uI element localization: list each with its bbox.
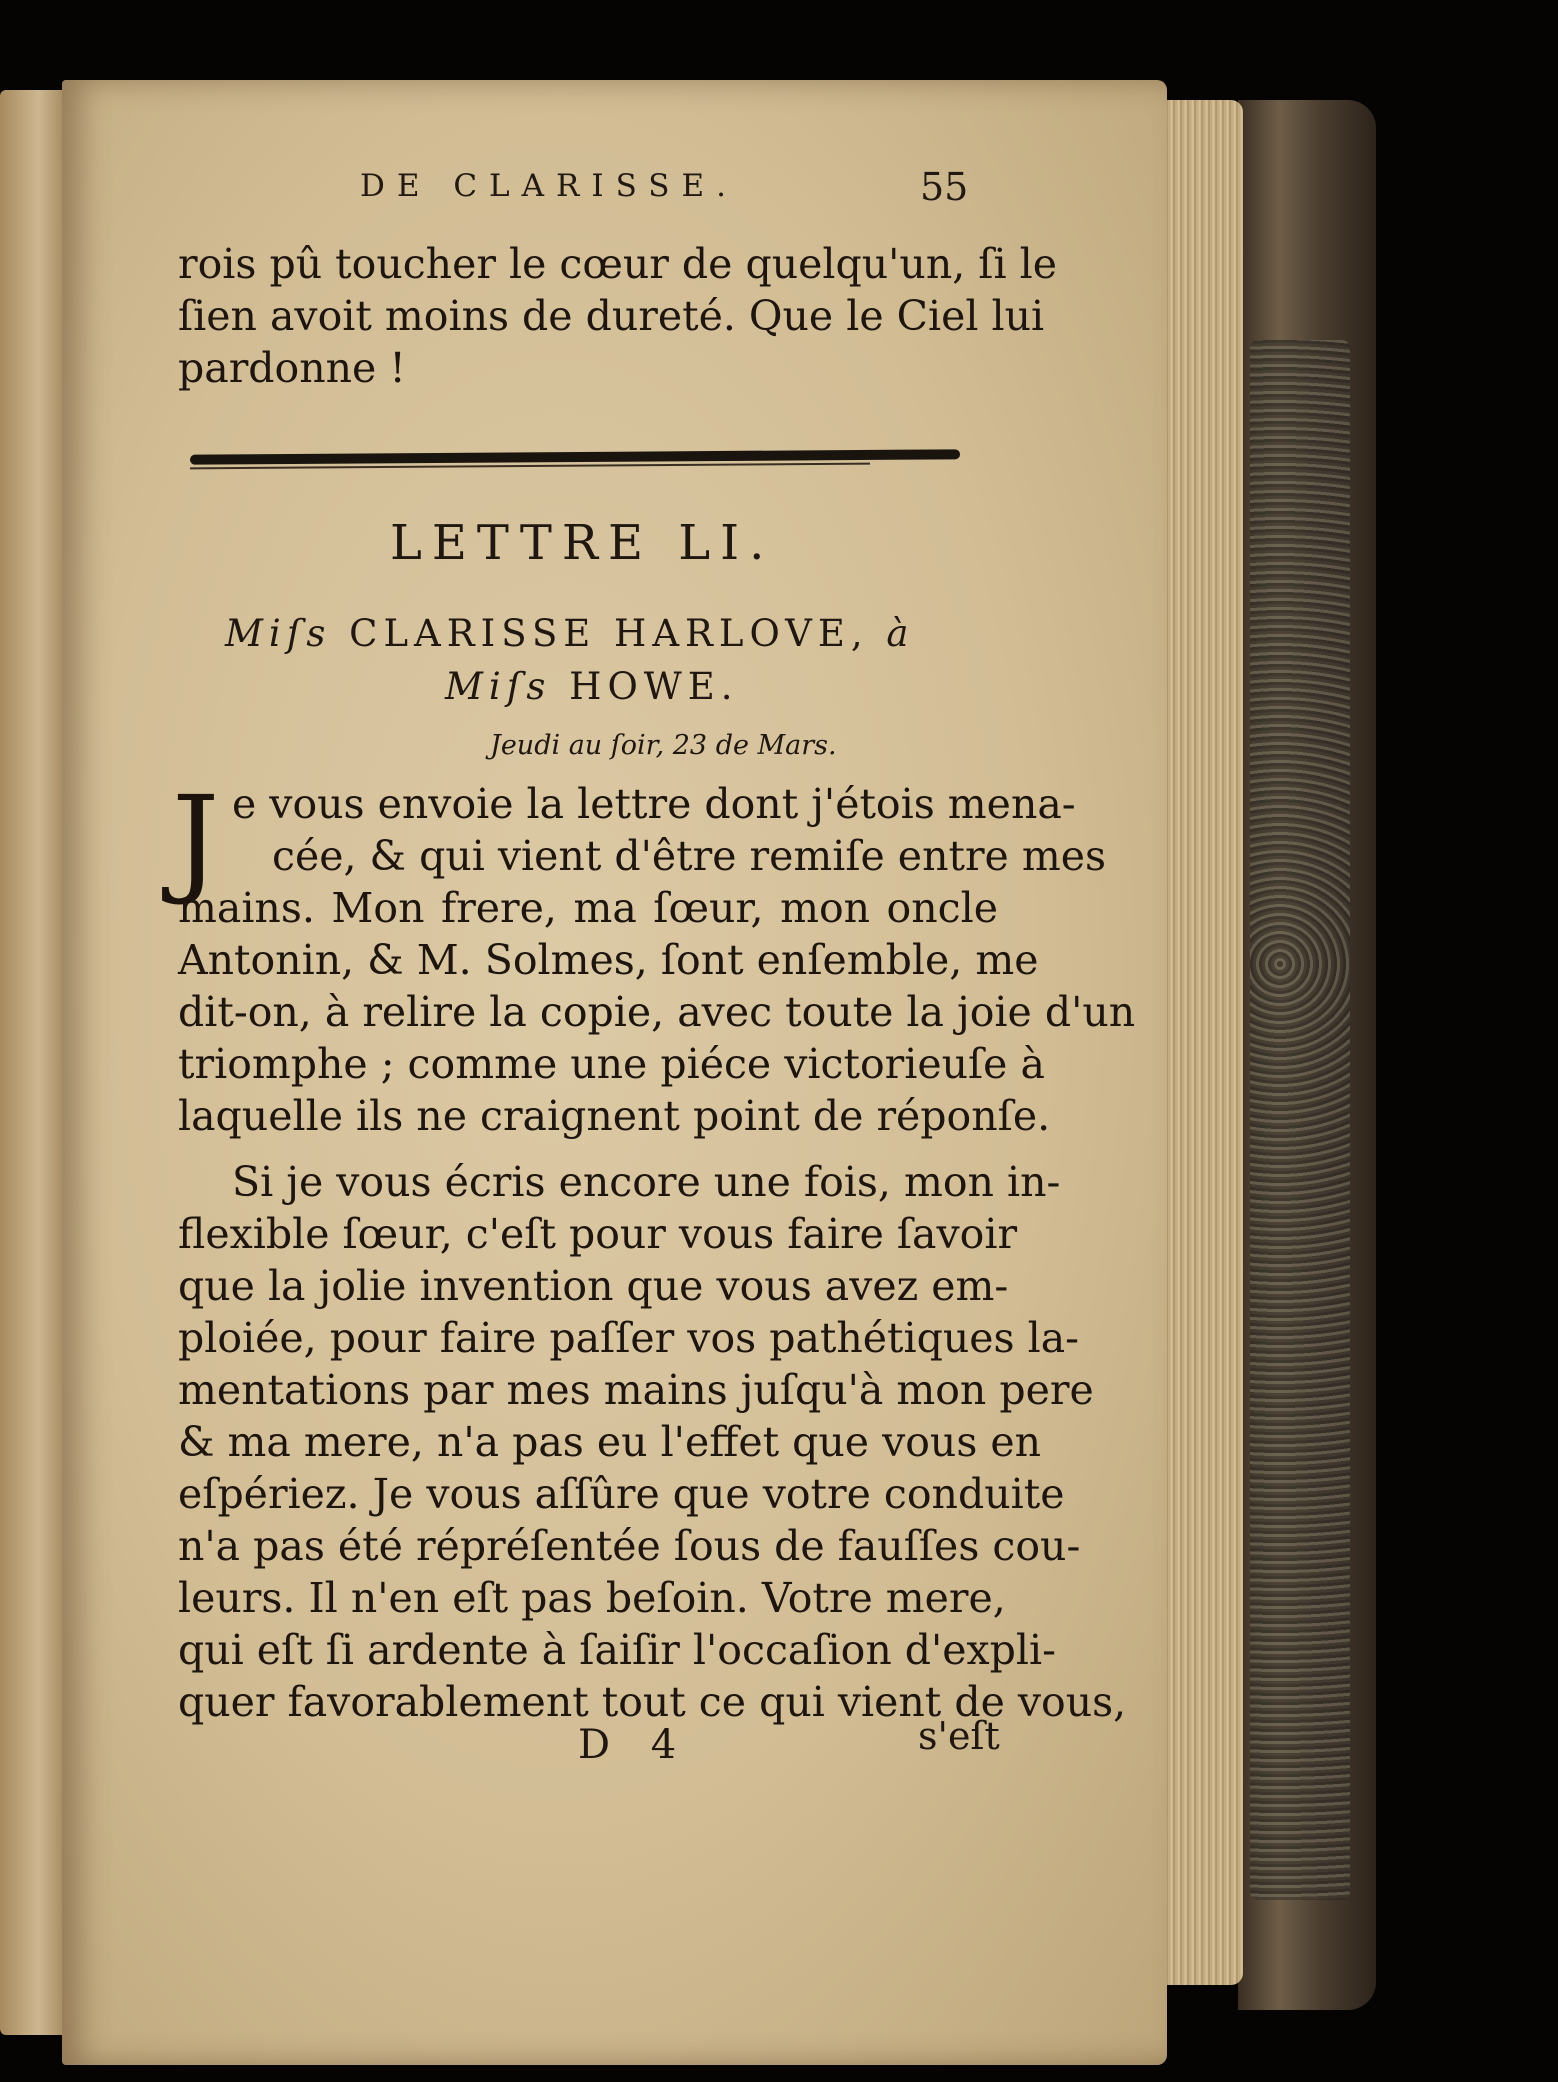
- letter-title: LETTRE LI.: [390, 515, 775, 571]
- paragraph-2-line: leurs. Il n'en eſt pas beſoin. Votre mere,: [178, 1574, 1006, 1622]
- recipient-name: HOWE.: [569, 665, 739, 708]
- paragraph-1-line: dit-on, à relire la copie, avec toute la joie d'un: [178, 988, 1136, 1036]
- paragraph-1-line: triomphe ; comme une piéce victorieuſe à: [178, 1040, 1045, 1088]
- paragraph-2-line: quer favorablement tout ce qui vient de vous,: [178, 1678, 1127, 1726]
- paragraph-2-line: que la jolie invention que vous avez em-: [178, 1262, 1009, 1310]
- body-line: ſien avoit moins de dureté. Que le Ciel lui: [178, 292, 1045, 340]
- paragraph-2-line: & ma mere, n'a pas eu l'effet que vous en: [178, 1418, 1042, 1466]
- sender-name: CLARISSE HARLOVE,: [349, 612, 869, 655]
- paragraph-2-line: flexible ſœur, c'eſt pour vous faire ſavoir: [178, 1210, 1018, 1258]
- sender-to: à: [886, 612, 915, 655]
- left-page-edge: [0, 90, 70, 2035]
- signature-mark: D 4: [578, 1722, 691, 1768]
- paragraph-1-line: mains. Mon frere, ma ſœur, mon oncle: [178, 884, 998, 932]
- running-head: DE CLARISSE.: [360, 168, 739, 204]
- paragraph-1-line: cée, & qui vient d'être remiſe entre mes: [272, 832, 1107, 880]
- paragraph-2-line: Si je vous écris encore une fois, mon in-: [232, 1158, 1061, 1206]
- paragraph-1-line: Antonin, & M. Solmes, ſont enſemble, me: [178, 936, 1039, 984]
- paragraph-2-line: eſpériez. Je vous aſſûre que votre conduite: [178, 1470, 1065, 1518]
- book-binding: [1238, 100, 1376, 2010]
- page-number: 55: [920, 165, 969, 209]
- paragraph-1-line: e vous envoie la lettre dont j'étois mena-: [232, 780, 1076, 828]
- drop-cap: J: [172, 770, 220, 908]
- letter-sender: [225, 612, 914, 655]
- dateline: Jeudi au ſoir, 23 de Mars.: [490, 730, 837, 761]
- paragraph-2-line: qui eſt ſi ardente à ſaiſir l'occaſion d'expli-: [178, 1626, 1056, 1674]
- paragraph-2-line: mentations par mes mains juſqu'à mon pere: [178, 1366, 1094, 1414]
- sender-honorific: Miſs: [225, 612, 332, 655]
- paragraph-1-line: laquelle ils ne craignent point de réponſe.: [178, 1092, 1051, 1140]
- catchword: s'eſt: [918, 1714, 1000, 1758]
- paragraph-2-line: n'a pas été répréſentée ſous de fauſſes cou-: [178, 1522, 1081, 1570]
- paragraph-2-line: ploiée, pour faire paſſer vos pathétiques la-: [178, 1314, 1080, 1362]
- body-line: pardonne !: [178, 344, 406, 392]
- letter-recipient: [445, 665, 739, 708]
- body-line: rois pû toucher le cœur de quelqu'un, ſi le: [178, 240, 1057, 288]
- recipient-honorific: Miſs: [445, 665, 552, 708]
